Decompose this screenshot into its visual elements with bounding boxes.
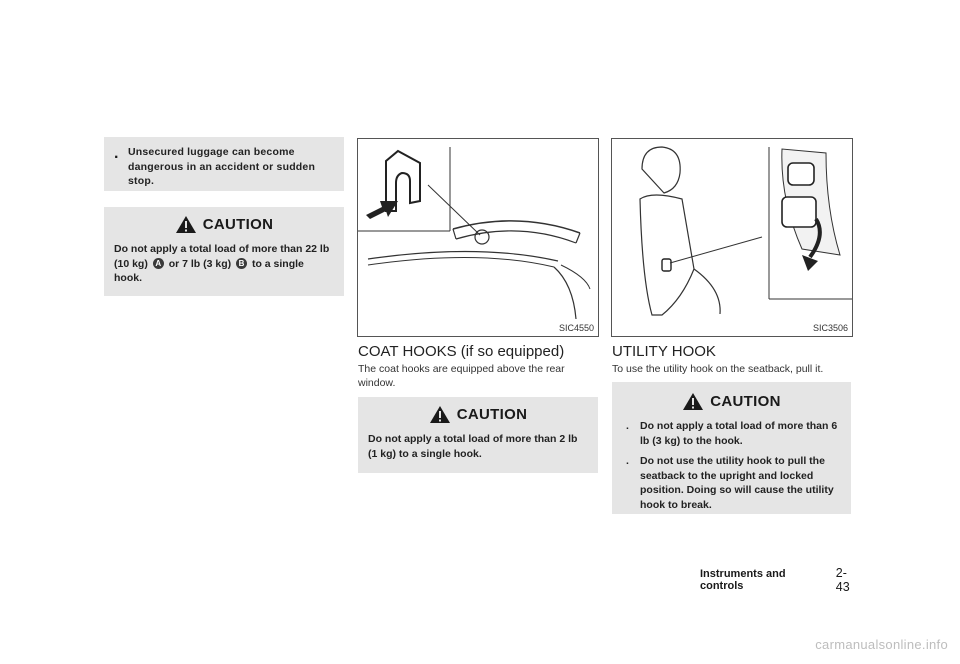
footer-section-title: Instruments and controls <box>700 568 786 592</box>
coat-hook-figure <box>357 138 599 337</box>
caution-title: CAUTION <box>710 393 781 410</box>
warning-triangle-icon <box>682 392 704 411</box>
caution-bullet-item <box>626 454 841 512</box>
luggage-note-box <box>104 137 344 191</box>
caution-box-utility-hook <box>612 382 851 514</box>
caution-text <box>104 234 344 286</box>
bullet-marker: . <box>626 455 629 467</box>
caution-text: Do not apply a total load of more than 2 lb (1 kg) to a single hook. <box>368 433 578 460</box>
warning-triangle-icon <box>429 405 451 424</box>
caution-header <box>104 215 344 234</box>
luggage-bullet <box>104 137 344 189</box>
figure-code: SIC3506 <box>812 323 848 333</box>
utility-hook-heading: UTILITY HOOK <box>612 343 716 360</box>
marker-a-icon: A <box>153 258 164 269</box>
caution-header <box>612 392 851 411</box>
caution-bullet-text: Do not apply a total load of more than 6 lb (3 kg) to the hook. <box>640 420 838 447</box>
caution-header <box>358 405 598 424</box>
coat-hooks-heading: COAT HOOKS (if so equipped) <box>358 343 565 360</box>
watermark-text: carmanualsonline.info <box>815 637 948 652</box>
caution-bullets <box>612 411 851 512</box>
bullet-marker: . <box>626 420 629 432</box>
warning-triangle-icon <box>175 215 197 234</box>
utility-hook-illustration <box>612 139 852 336</box>
caution-title: CAUTION <box>456 406 528 423</box>
caution-box-hook-load <box>104 207 344 296</box>
page-footer <box>700 566 860 594</box>
caution-text-part1: Do not apply a total load of more than 22 lb (10 kg) <box>114 243 330 270</box>
coat-hooks-body: The coat hooks are equipped above the rear window. <box>358 363 565 389</box>
caution-title: CAUTION <box>202 216 274 233</box>
caution-text-part2: or 7 lb (3 kg) <box>168 257 232 270</box>
coat-hook-illustration <box>358 139 598 336</box>
utility-hook-figure <box>611 138 853 337</box>
utility-hook-body: To use the utility hook on the seatback, pull it. <box>612 363 824 375</box>
caution-text-part3: to a single hook. <box>114 257 304 284</box>
figure-code: SIC4550 <box>558 323 594 333</box>
footer-page-number: 2-43 <box>835 566 850 594</box>
caution-bullet-item <box>626 419 841 448</box>
marker-b-icon: B <box>236 258 247 269</box>
bullet-marker: . <box>114 145 119 162</box>
caution-box-coat-hook <box>358 397 598 473</box>
luggage-bullet-text: Unsecured luggage can become dangerous in an accident or sudden stop. <box>128 146 316 187</box>
caution-bullet-text: Do not use the utility hook to pull the seatback to the upright and locked position. Doing so will cause the utility hook to break. <box>640 455 834 511</box>
